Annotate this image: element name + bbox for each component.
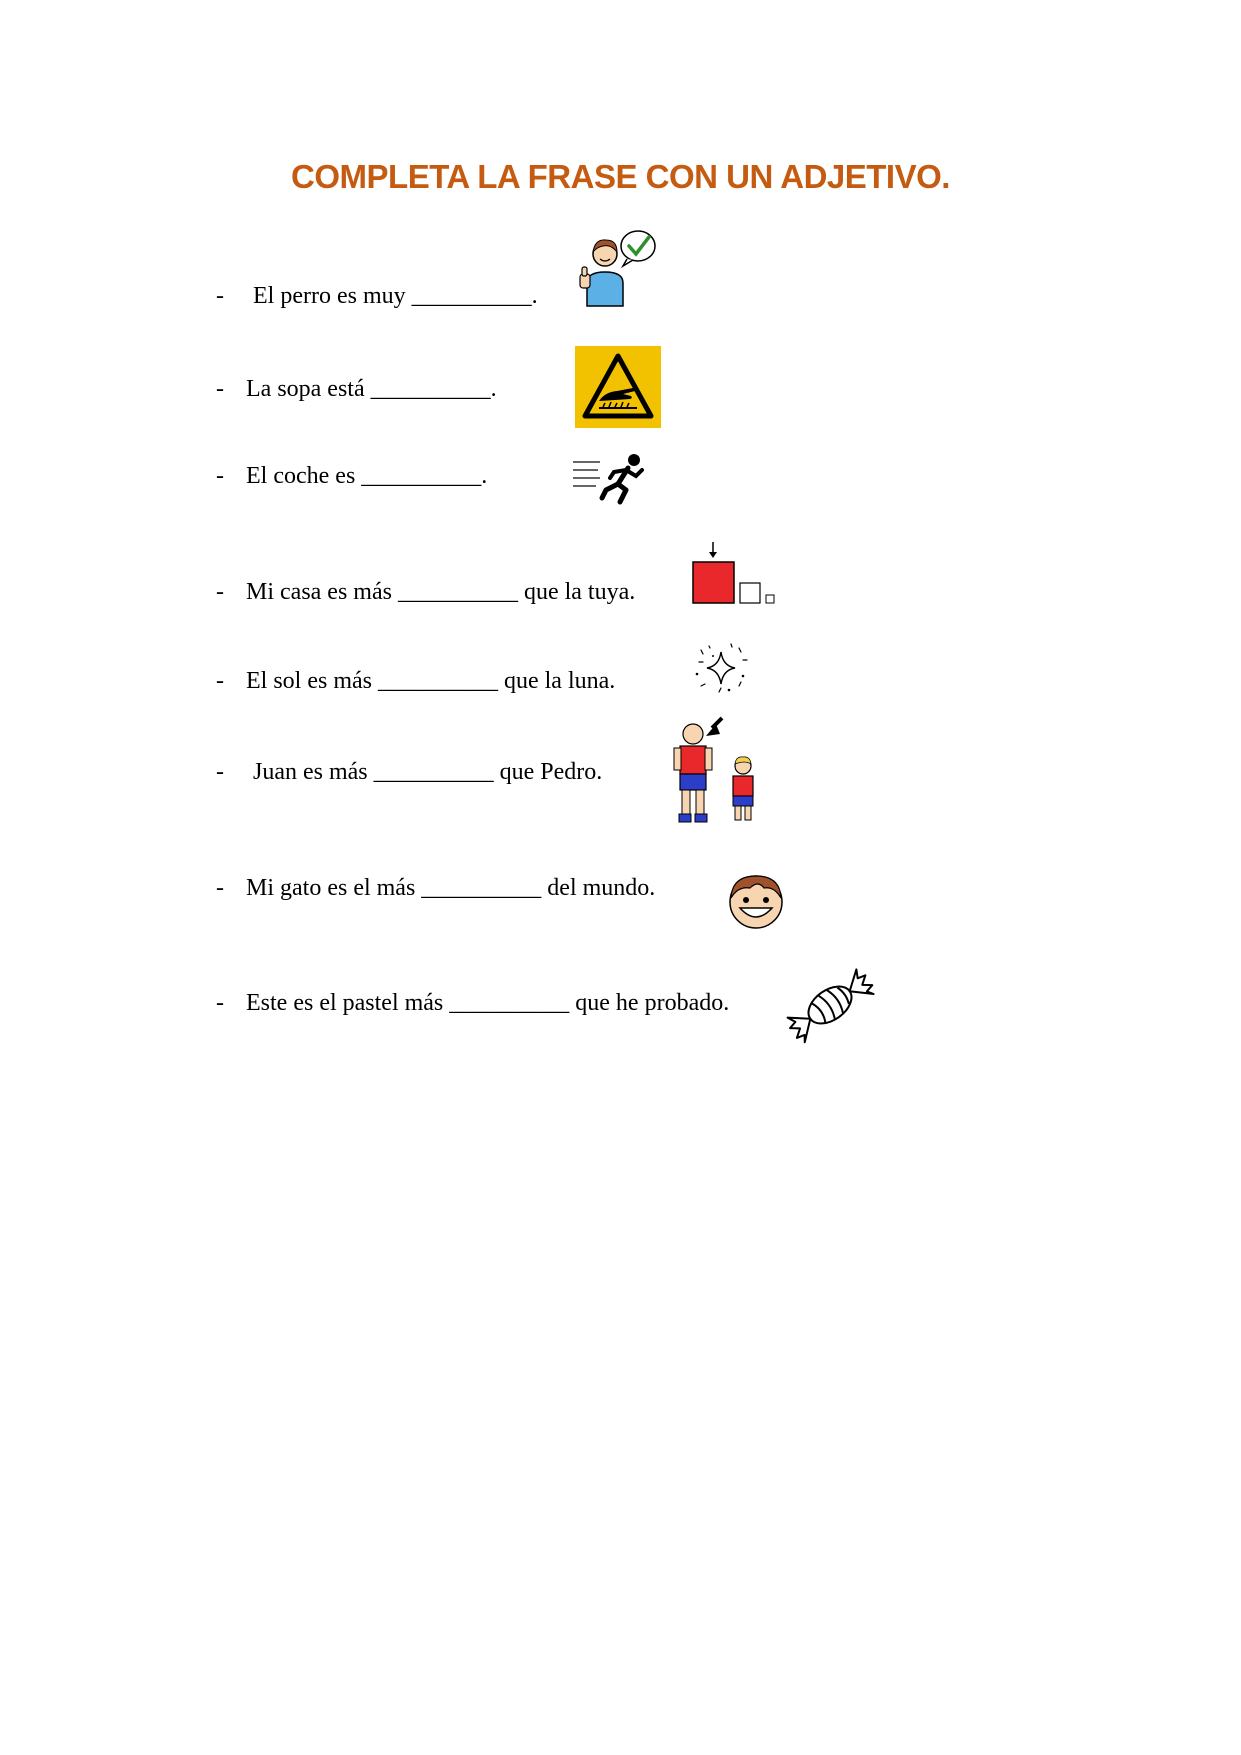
- worksheet-title: COMPLETA LA FRASE CON UN ADJETIVO.: [291, 158, 950, 195]
- item-sentence: El coche es __________.: [246, 463, 488, 489]
- item-dash: -: [216, 376, 224, 402]
- item-dash: -: [216, 990, 224, 1016]
- item-dash: -: [216, 668, 224, 694]
- item-sentence: El perro es muy __________.: [253, 283, 538, 309]
- sparkle-icon: [693, 642, 749, 696]
- tall-short-boys-icon: [668, 712, 768, 827]
- big-square-icon: [690, 540, 780, 610]
- running-person-icon: [568, 450, 648, 510]
- hot-warning-icon: [575, 346, 661, 428]
- item-sentence: El sol es más __________ que la luna.: [246, 668, 616, 694]
- item-sentence: Mi casa es más __________ que la tuya.: [246, 579, 636, 605]
- item-sentence: La sopa está __________.: [246, 376, 497, 402]
- item-sentence: Mi gato es el más __________ del mundo.: [246, 875, 656, 901]
- item-dash: -: [216, 759, 224, 785]
- boy-thumbs-up-icon: [575, 228, 665, 308]
- smiling-face-icon: [724, 868, 788, 932]
- item-dash: -: [216, 579, 224, 605]
- item-dash: -: [216, 875, 224, 901]
- candy-icon: [780, 955, 880, 1055]
- item-sentence: Juan es más __________ que Pedro.: [253, 759, 603, 785]
- item-dash: -: [216, 463, 224, 489]
- item-sentence: Este es el pastel más __________ que he probado.: [246, 990, 730, 1016]
- item-dash: -: [216, 283, 224, 309]
